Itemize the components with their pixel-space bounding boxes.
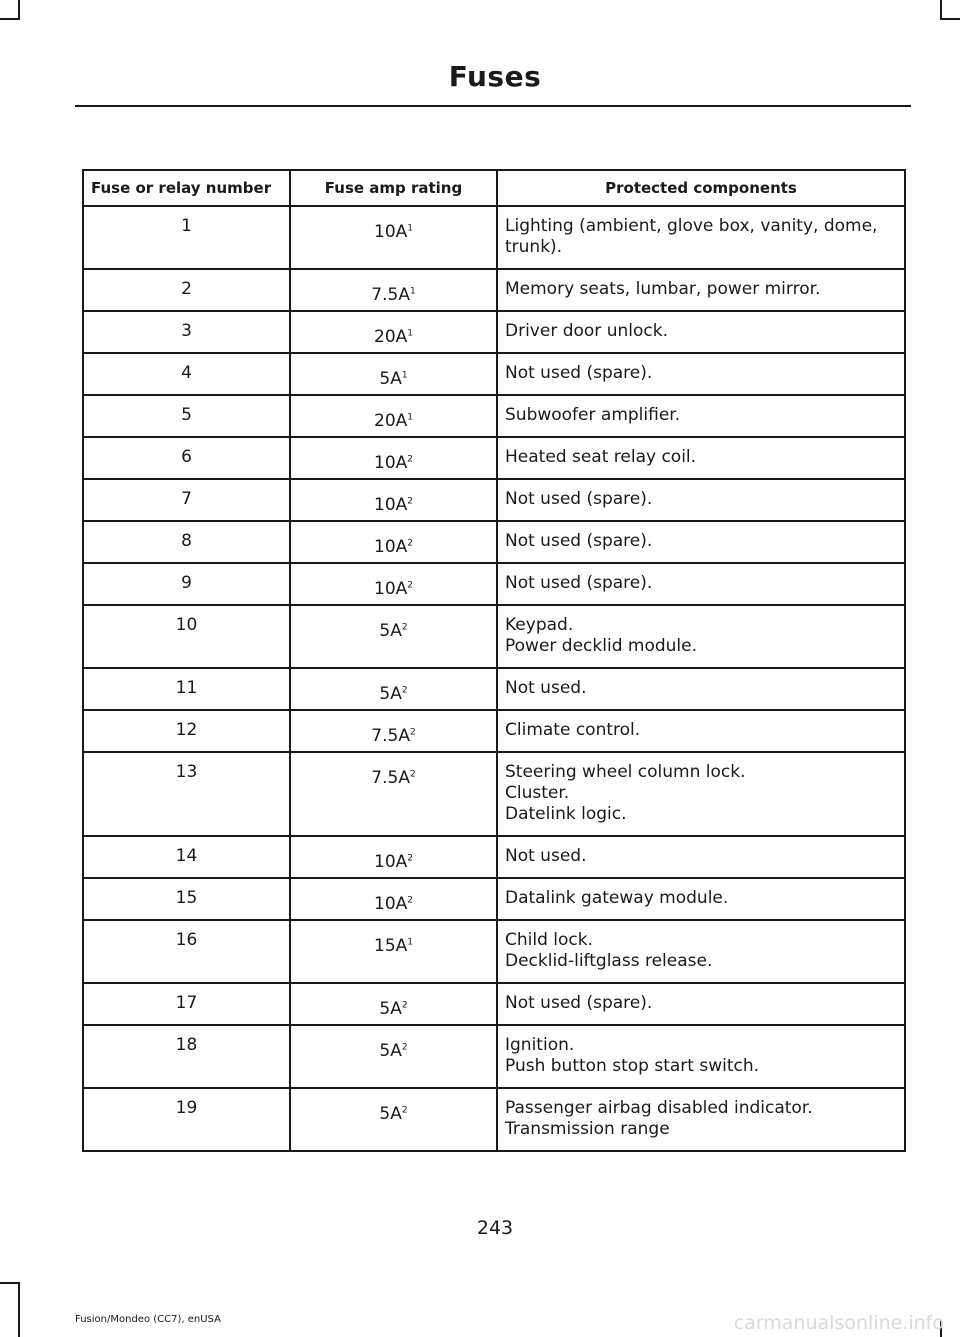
fuse-amp-rating <box>290 836 497 878</box>
component-line: Not used (spare). <box>505 573 653 593</box>
fuse-amp-rating <box>290 437 497 479</box>
footnote-marker: 2 <box>401 1042 408 1053</box>
column-header-amp: Fuse amp rating <box>290 170 497 206</box>
component-line: Subwoofer amplifier. <box>505 405 681 425</box>
component-line: Not used. <box>505 678 587 698</box>
protected-components <box>497 206 905 269</box>
fuse-number: 4 <box>83 353 290 395</box>
component-line: Datalink gateway module. <box>505 888 729 908</box>
component-line: Transmission range <box>505 1119 670 1139</box>
footnote-marker: 2 <box>407 454 413 465</box>
protected-components <box>497 311 905 353</box>
protected-components <box>497 605 905 668</box>
table-row <box>83 752 905 836</box>
component-line: Steering wheel column lock. <box>505 762 746 782</box>
table-row <box>83 605 905 668</box>
protected-components <box>497 668 905 710</box>
fuse-number: 1 <box>83 206 290 269</box>
amp-value: 7.5A <box>371 768 410 788</box>
table-header-row <box>83 170 905 206</box>
fuse-number: 14 <box>83 836 290 878</box>
column-header-components: Protected components <box>497 170 905 206</box>
protected-components <box>497 1025 905 1088</box>
component-line: Memory seats, lumbar, power mirror. <box>505 279 821 299</box>
fuse-number: 19 <box>83 1088 290 1151</box>
protected-components <box>497 1088 905 1151</box>
amp-value: 20A <box>374 327 408 347</box>
component-line: Not used (spare). <box>505 531 653 551</box>
fuse-number: 16 <box>83 920 290 983</box>
fuse-number: 12 <box>83 710 290 752</box>
table-row <box>83 479 905 521</box>
footnote-marker: 2 <box>407 496 413 507</box>
footnote-marker: 2 <box>407 895 413 906</box>
fuse-number: 5 <box>83 395 290 437</box>
crop-mark <box>18 1282 20 1337</box>
fuse-amp-rating <box>290 563 497 605</box>
component-line: Power decklid module. <box>505 636 697 656</box>
component-line: Lighting (ambient, glove box, vanity, dome, trunk). <box>505 216 878 257</box>
footnote-marker: 2 <box>401 685 408 696</box>
component-line: Not used (spare). <box>505 993 653 1013</box>
amp-value: 10A <box>374 894 408 914</box>
title-divider <box>75 105 911 107</box>
fuse-number: 6 <box>83 437 290 479</box>
protected-components <box>497 353 905 395</box>
fuse-number: 17 <box>83 983 290 1025</box>
amp-value: 7.5A <box>371 285 410 305</box>
amp-value: 10A <box>374 852 408 872</box>
table-row <box>83 437 905 479</box>
fuse-amp-rating <box>290 311 497 353</box>
component-line: Heated seat relay coil. <box>505 447 697 467</box>
protected-components <box>497 752 905 836</box>
component-line: Keypad. <box>505 615 574 635</box>
fuse-number: 13 <box>83 752 290 836</box>
table-row <box>83 836 905 878</box>
protected-components <box>497 878 905 920</box>
fuse-number: 11 <box>83 668 290 710</box>
fuse-amp-rating <box>290 983 497 1025</box>
amp-value: 10A <box>374 222 408 242</box>
crop-mark <box>940 18 960 20</box>
table-row <box>83 920 905 983</box>
fuse-number: 15 <box>83 878 290 920</box>
crop-mark <box>18 0 20 20</box>
fuse-amp-rating <box>290 710 497 752</box>
crop-mark <box>0 18 20 20</box>
component-line: Child lock. <box>505 930 594 950</box>
amp-value: 10A <box>374 537 408 557</box>
amp-value: 10A <box>374 579 408 599</box>
footnote-marker: 1 <box>401 370 408 381</box>
fuse-amp-rating <box>290 206 497 269</box>
table-row <box>83 206 905 269</box>
protected-components <box>497 920 905 983</box>
footnote-marker: 2 <box>401 1105 408 1116</box>
table-row <box>83 1088 905 1151</box>
amp-value: 20A <box>374 411 408 431</box>
fuse-number: 2 <box>83 269 290 311</box>
page-title: Fuses <box>448 60 542 93</box>
fuse-amp-rating <box>290 878 497 920</box>
amp-value: 5A <box>379 369 402 389</box>
footnote-marker: 1 <box>407 412 413 423</box>
footnote-marker: 1 <box>409 286 416 297</box>
fuse-number: 8 <box>83 521 290 563</box>
footnote-marker: 2 <box>407 538 413 549</box>
watermark: carmanualsonline.info <box>733 1312 944 1334</box>
table-row <box>83 668 905 710</box>
component-line: Not used (spare). <box>505 489 653 509</box>
amp-value: 7.5A <box>371 726 410 746</box>
table-row <box>83 1025 905 1088</box>
fuse-amp-rating <box>290 521 497 563</box>
table-row <box>83 269 905 311</box>
fuse-table <box>82 169 906 1152</box>
table-row <box>83 710 905 752</box>
protected-components <box>497 836 905 878</box>
amp-value: 10A <box>374 453 408 473</box>
edition-label: Fusion/Mondeo (CC7), enUSA <box>75 1314 221 1325</box>
footnote-marker: 2 <box>407 853 413 864</box>
fuse-amp-rating <box>290 752 497 836</box>
fuse-number: 18 <box>83 1025 290 1088</box>
table-row <box>83 521 905 563</box>
footnote-marker: 2 <box>401 1000 408 1011</box>
table-row <box>83 878 905 920</box>
table-row <box>83 353 905 395</box>
protected-components <box>497 521 905 563</box>
amp-value: 5A <box>379 1041 402 1061</box>
component-line: Decklid-liftglass release. <box>505 951 713 971</box>
fuse-amp-rating <box>290 1025 497 1088</box>
component-line: Not used (spare). <box>505 363 653 383</box>
fuse-amp-rating <box>290 353 497 395</box>
component-line: Driver door unlock. <box>505 321 668 341</box>
component-line: Cluster. <box>505 783 570 803</box>
component-line: Passenger airbag disabled indicator. <box>505 1098 813 1118</box>
amp-value: 5A <box>379 684 402 704</box>
footnote-marker: 1 <box>407 328 413 339</box>
table-row <box>83 395 905 437</box>
component-line: Ignition. <box>505 1035 575 1055</box>
fuse-amp-rating <box>290 395 497 437</box>
footnote-marker: 1 <box>407 937 413 948</box>
fuse-amp-rating <box>290 920 497 983</box>
footnote-marker: 2 <box>409 769 416 780</box>
footnote-marker: 2 <box>401 622 408 633</box>
footnote-marker: 2 <box>409 727 416 738</box>
column-header-number: Fuse or relay number <box>83 170 290 206</box>
fuse-amp-rating <box>290 479 497 521</box>
amp-value: 15A <box>374 936 408 956</box>
footnote-marker: 1 <box>407 223 413 234</box>
fuse-amp-rating <box>290 605 497 668</box>
fuse-amp-rating <box>290 269 497 311</box>
fuse-number: 10 <box>83 605 290 668</box>
protected-components <box>497 395 905 437</box>
page-number: 243 <box>476 1217 514 1239</box>
amp-value: 5A <box>379 999 402 1019</box>
amp-value: 5A <box>379 1104 402 1124</box>
protected-components <box>497 710 905 752</box>
table-row <box>83 983 905 1025</box>
component-line: Datelink logic. <box>505 804 627 824</box>
fuse-number: 7 <box>83 479 290 521</box>
crop-mark <box>0 1282 20 1284</box>
footnote-marker: 2 <box>407 580 413 591</box>
component-line: Push button stop start switch. <box>505 1056 760 1076</box>
protected-components <box>497 983 905 1025</box>
table-row <box>83 311 905 353</box>
fuse-amp-rating <box>290 668 497 710</box>
table-row <box>83 563 905 605</box>
component-line: Not used. <box>505 846 587 866</box>
crop-mark <box>940 0 942 20</box>
protected-components <box>497 563 905 605</box>
fuse-number: 9 <box>83 563 290 605</box>
amp-value: 5A <box>379 621 402 641</box>
protected-components <box>497 437 905 479</box>
fuse-amp-rating <box>290 1088 497 1151</box>
fuse-number: 3 <box>83 311 290 353</box>
protected-components <box>497 269 905 311</box>
table-body <box>83 206 905 1151</box>
amp-value: 10A <box>374 495 408 515</box>
protected-components <box>497 479 905 521</box>
component-line: Climate control. <box>505 720 641 740</box>
